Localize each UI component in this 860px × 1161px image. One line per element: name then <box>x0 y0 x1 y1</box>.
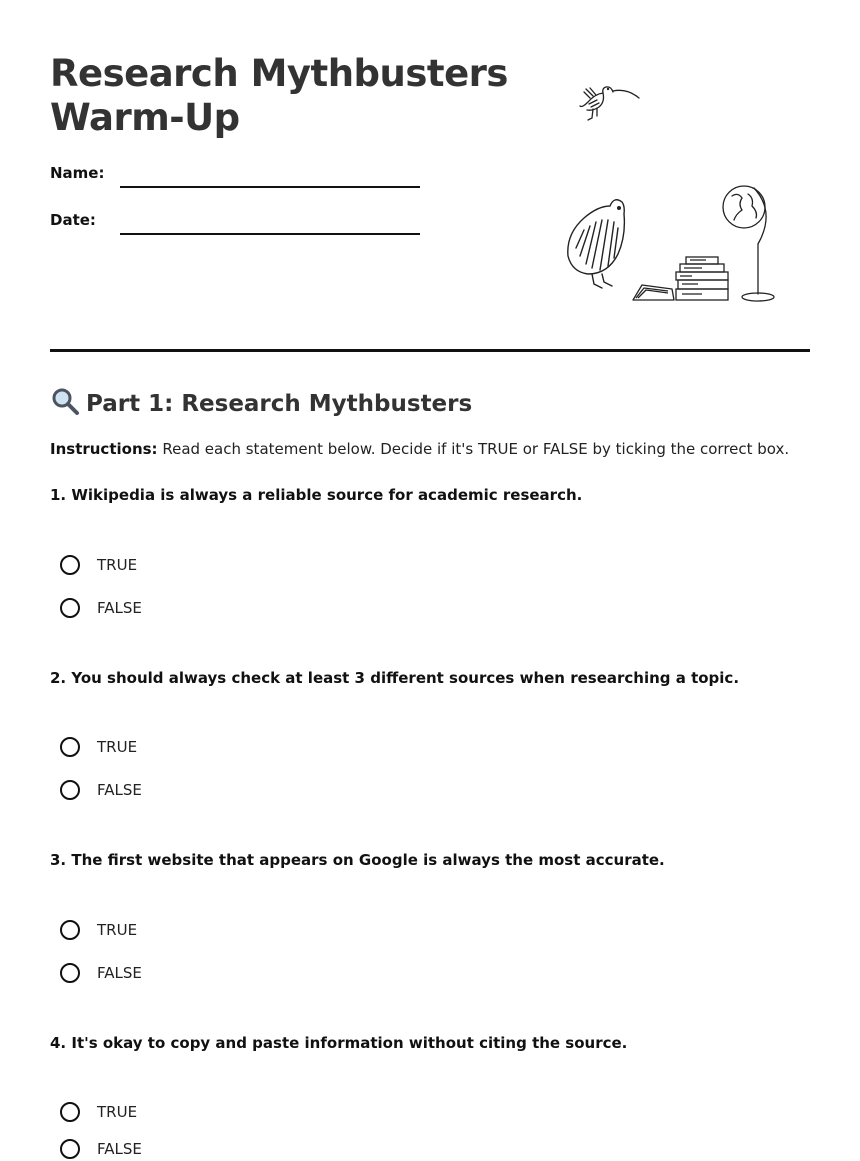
title-line-2: Warm-Up <box>50 96 240 139</box>
question-1: 1. Wikipedia is always a reliable source for academic research. <box>50 486 583 504</box>
section-title-text: Part 1: Research Mythbusters <box>86 391 473 417</box>
question-4: 4. It's okay to copy and paste information without citing the source. <box>50 1034 628 1052</box>
date-field[interactable] <box>120 233 420 235</box>
option-label: FALSE <box>97 1140 142 1158</box>
divider <box>50 349 810 352</box>
question-1-option-false[interactable] <box>60 596 142 620</box>
radio-button[interactable] <box>60 737 80 757</box>
question-3-option-true[interactable] <box>60 918 137 942</box>
instructions <box>50 440 789 458</box>
radio-button[interactable] <box>60 920 80 940</box>
radio-button[interactable] <box>60 598 80 618</box>
question-1-option-true[interactable] <box>60 553 137 577</box>
radio-button[interactable] <box>60 1139 80 1159</box>
option-label: TRUE <box>97 556 138 574</box>
date-label: Date: <box>50 211 96 229</box>
question-4-option-true[interactable] <box>60 1100 137 1124</box>
question-3: 3. The first website that appears on Google is always the most accurate. <box>50 851 665 869</box>
instructions-text: Read each statement below. Decide if it's TRUE or FALSE by ticking the correct box. <box>162 440 790 458</box>
question-2-option-true[interactable] <box>60 735 137 759</box>
radio-button[interactable] <box>60 555 80 575</box>
radio-button[interactable] <box>60 963 80 983</box>
kiwi-bird-icon <box>562 194 634 294</box>
name-field[interactable] <box>120 186 420 188</box>
instructions-label: Instructions: <box>50 440 158 458</box>
name-label: Name: <box>50 164 105 182</box>
question-4-option-false[interactable] <box>60 1137 142 1161</box>
hummingbird-icon <box>575 80 643 124</box>
option-label: TRUE <box>97 1103 138 1121</box>
option-label: FALSE <box>97 599 142 617</box>
radio-button[interactable] <box>60 1102 80 1122</box>
question-2: 2. You should always check at least 3 different sources when researching a topic. <box>50 669 740 687</box>
question-3-option-false[interactable] <box>60 961 142 985</box>
option-label: FALSE <box>97 781 142 799</box>
option-label: FALSE <box>97 964 142 982</box>
question-2-option-false[interactable] <box>60 778 142 802</box>
radio-button[interactable] <box>60 780 80 800</box>
title-line-1: Research Mythbusters <box>50 52 508 95</box>
open-book-icon <box>630 280 678 304</box>
option-label: TRUE <box>97 921 138 939</box>
page-title <box>50 52 508 140</box>
magnifying-glass-icon <box>50 386 80 416</box>
globe-icon <box>718 182 778 304</box>
section-title <box>50 386 472 421</box>
option-label: TRUE <box>97 738 138 756</box>
